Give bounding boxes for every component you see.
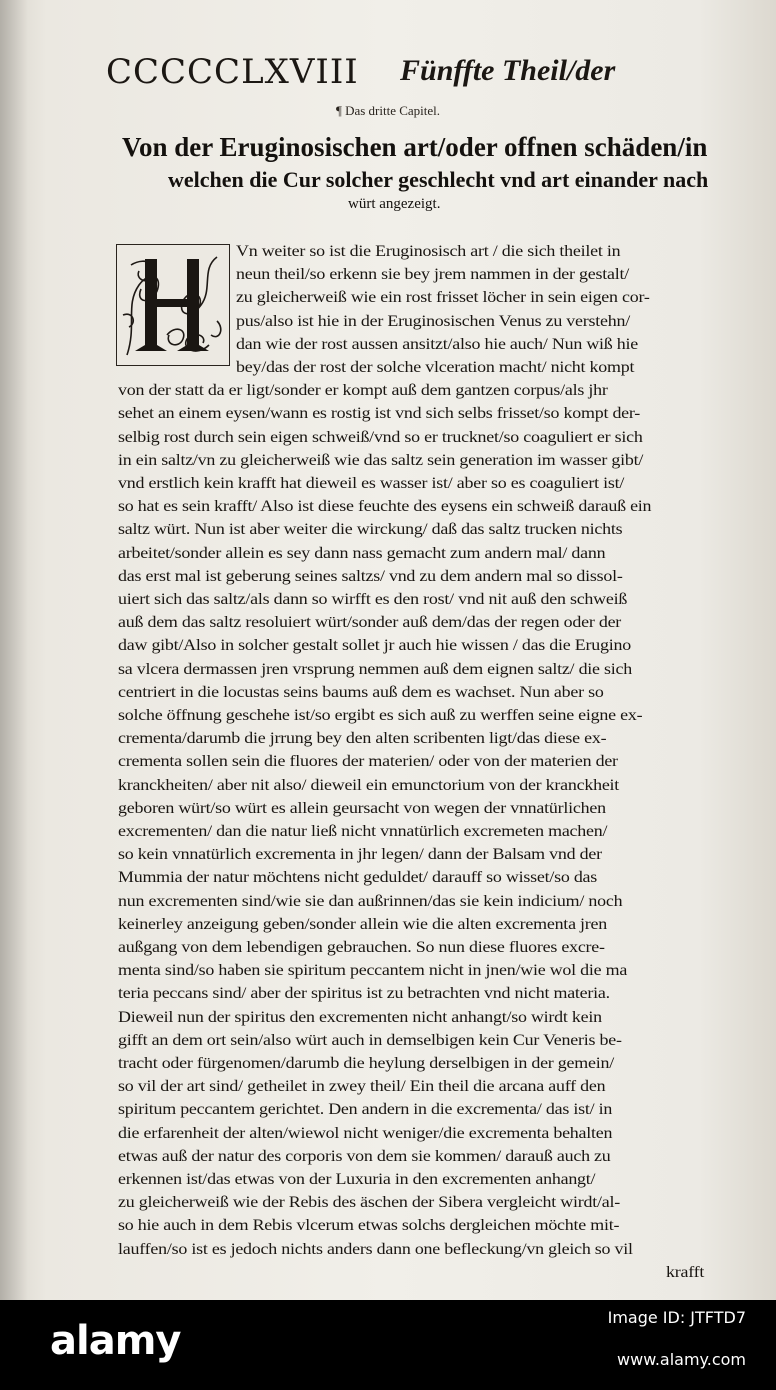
body-line: Dieweil nun der spiritus den excrementen nicht anhangt/so wirdt kein xyxy=(118,1008,602,1026)
body-line: zu gleicherweiß wie der Rebis des äschen der Sibera vergleicht wirdt/al- xyxy=(118,1194,620,1212)
body-line: Mummia der natur möchtens nicht geduldet/ darauff so wisset/so das xyxy=(118,869,598,887)
body-line: dan wie der rost aussen ansitzt/also hie auch/ Nun wiß hie xyxy=(236,335,638,353)
body-line: sehet an einem eysen/wann es rostig ist vnd sich selbs frisset/so kompt der- xyxy=(118,405,641,423)
body-line: von der statt da er ligt/sonder er kompt auß dem gantzen corpus/als jhr xyxy=(118,382,608,400)
body-line: tracht oder fürgenomen/darumb die heylung derselbigen in der gemein/ xyxy=(118,1055,614,1072)
body-line: gifft an dem ort sein/also würt auch in demselbigen kein Cur Veneris be- xyxy=(118,1031,622,1049)
body-line: so kein vnnatürlich excrementa in jhr legen/ dann der Balsam vnd der xyxy=(118,846,602,864)
body-line: spiritum peccantem gerichtet. Den andern in die excrementa/ das ist/ in xyxy=(118,1101,613,1119)
watermark-logo: alamy xyxy=(50,1318,181,1364)
chapter-label: ¶ Das dritte Capitel. xyxy=(335,103,441,118)
part-heading: Fünffte Theil/der xyxy=(400,54,616,87)
body-line: die erfarenheit der alten/wiewol nicht weniger/die excrementa behalten xyxy=(118,1124,613,1142)
body-line: so hat es sein krafft/ Also ist diese feuchte des eysens ein schweiß darauß ein xyxy=(118,498,652,516)
body-line: so vil der art sind/ getheilet in zwey theil/ Ein theil die arcana auff den xyxy=(118,1078,606,1096)
body-line: centriert in die locustas seins baums auß dem es wachset. Nun aber so xyxy=(118,683,604,701)
body-line: pus/also ist hie in der Eruginosischen Venus zu verstehn/ xyxy=(236,312,630,330)
body-line: das erst mal ist geberung seines saltzs/ vnd zu dem andern mal so dissol- xyxy=(118,567,623,585)
body-line: auß dem das saltz resoluiert würt/sonder auß dem/das der regen oder der xyxy=(118,614,622,632)
body-line: Vn weiter so ist die Eruginosisch art / die sich theilet in xyxy=(236,243,621,260)
body-line: in ein saltz/vn zu gleicherweiß wie das saltz sein generation im wasser gibt/ xyxy=(118,451,644,469)
body-line: arbeitet/sonder allein es sey dann nass gemacht zum andern mal/ dann xyxy=(118,544,606,562)
body-line: crementa sollen sein die fluores der materien/ oder von der materien der xyxy=(118,753,618,771)
body-line: bey/das der rost der solche vlceration macht/ nicht kompt xyxy=(236,359,635,376)
body-line: geboren würt/so würt es allein geursacht von wegen der vnnatürlichen xyxy=(118,799,606,817)
watermark-url: www.alamy.com xyxy=(617,1350,746,1369)
body-line: außgang von dem lebendigen gebrauchen. So nun diese fluores excre- xyxy=(118,939,605,956)
body-line: so hie auch in dem Rebis vlcerum etwas solchs dergleichen möchte mit- xyxy=(118,1217,620,1235)
body-line: solche öffnung geschehe ist/so ergibt es sich auß zu werffen seine eigne ex- xyxy=(118,707,643,724)
folio-number: CCCCCLXVIII xyxy=(106,52,359,92)
body-line: keinerley anzeigung geben/sonder allein wie die alten excrementa jren xyxy=(118,915,608,933)
body-line: neun theil/so erkenn sie bey jrem nammen in der gestalt/ xyxy=(236,266,629,284)
body-line: krafft xyxy=(666,1263,705,1281)
watermark-image-id: Image ID: JTFTD7 xyxy=(607,1308,746,1327)
body-line: vnd erstlich kein krafft hat dieweil es wasser ist/ aber so es coaguliert ist/ xyxy=(118,475,625,492)
body-line: menta sind/so haben sie spiritum peccantem nicht in jnen/wie wol die ma xyxy=(118,962,628,980)
body-line: kranckheiten/ aber nit also/ dieweil ein emunctorium von der kranckheit xyxy=(118,776,620,794)
body-line: selbig rost durch sein eigen schweiß/vnd so er trucknet/so coaguliert er sich xyxy=(118,428,643,446)
body-line: saltz würt. Nun ist aber weiter die wirckung/ daß das saltz trucken nichts xyxy=(118,521,623,539)
title-line-1: Von der Eruginosischen art/oder offnen schäden/in xyxy=(122,132,708,162)
body-line: nun excrementen sind/wie sie dan außrinnen/das sie kein indicium/ noch xyxy=(118,892,623,910)
body-line: daw gibt/Also in solcher gestalt sollet jr auch hie wissen / das die Erugino xyxy=(118,637,631,655)
body-line: crementa/darumb die jrrung bey den alten scribenten ligt/das diese ex- xyxy=(118,730,607,748)
body-line: lauffen/so ist es jedoch nichts anders dann one befleckung/vn gleich so vil xyxy=(118,1240,633,1258)
body-line: etwas auß der natur des corporis von dem sie kommen/ darauß auch zu xyxy=(118,1147,611,1165)
body-line: sa vlcera dermassen jren vrsprung nemmen auß dem eignen saltz/ die sich xyxy=(118,660,633,678)
title-line-3: würt angezeigt. xyxy=(348,196,441,212)
title-line-2: welchen die Cur solcher geschlecht vnd art einander nach xyxy=(168,167,709,192)
body-line: erkennen ist/das etwas von der Luxuria in den excrementen anhangt/ xyxy=(118,1171,596,1188)
body-line: zu gleicherweiß wie ein rost frisset löcher in sein eigen cor- xyxy=(236,289,650,307)
body-line: excrementen/ dan die natur ließ nicht vnnatürlich excremeten machen/ xyxy=(118,823,608,840)
body-line: uiert sich das saltz/als dann so wirfft es den rost/ vnd nit auß den schweiß xyxy=(118,591,628,608)
body-line: teria peccans sind/ aber der spiritus ist zu betrachten vnd nicht materia. xyxy=(118,985,610,1003)
